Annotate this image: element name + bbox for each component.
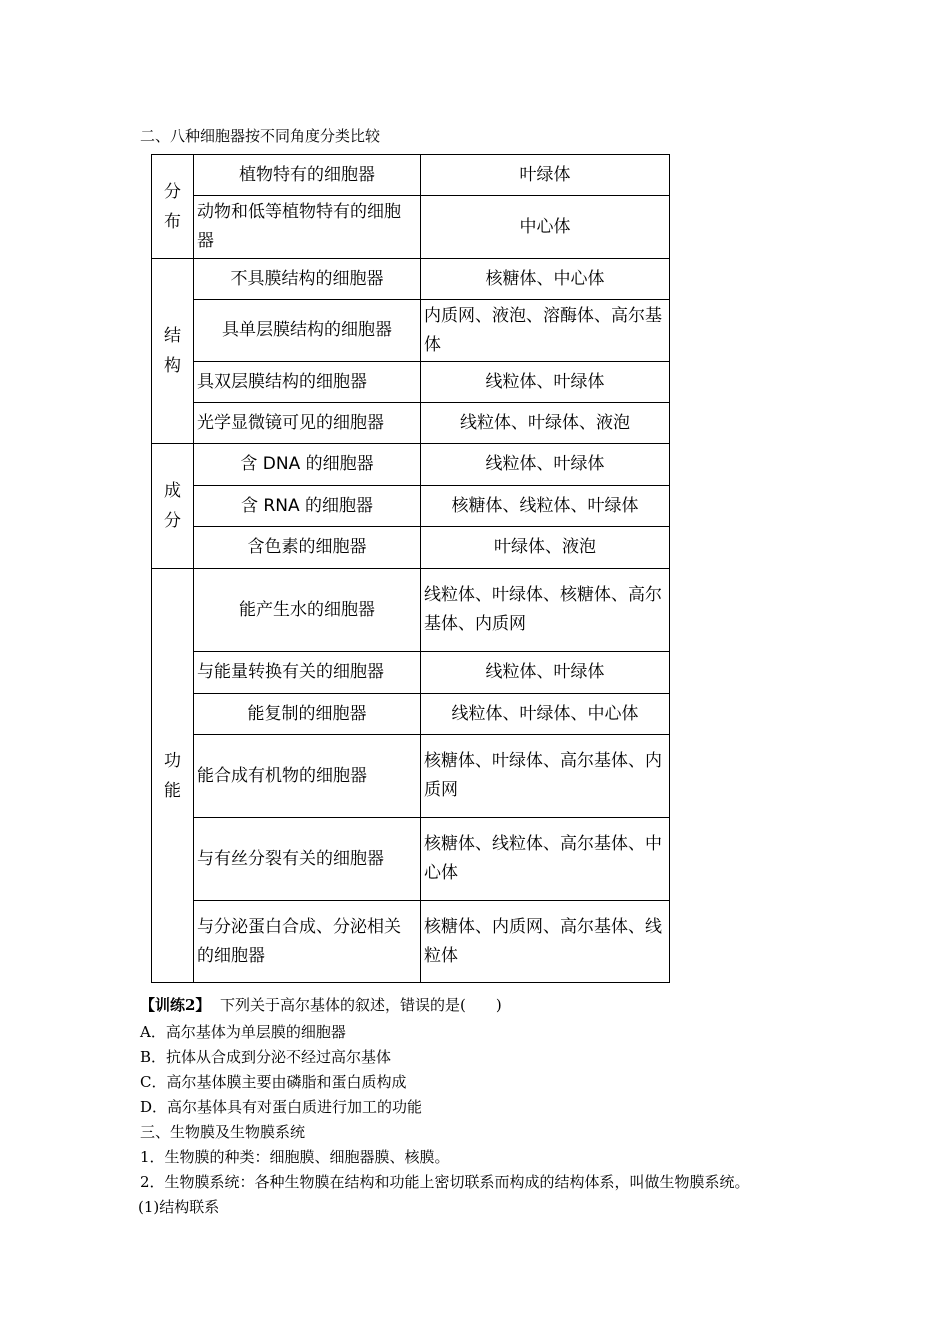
criterion-cell: 光学显微镜可见的细胞器	[194, 403, 421, 444]
criterion-cell: 含色素的细胞器	[194, 527, 421, 569]
table-row	[152, 300, 670, 362]
point-1: 1．生物膜的种类：细胞膜、细胞器膜、核膜。	[140, 1148, 450, 1166]
organelles-cell: 线粒体、叶绿体	[421, 362, 670, 403]
option-d: D．高尔基体具有对蛋白质进行加工的功能	[140, 1098, 423, 1116]
criterion-cell: 含 RNA 的细胞器	[194, 486, 421, 527]
organelles-cell: 线粒体、叶绿体、液泡	[421, 403, 670, 444]
criterion-cell: 与有丝分裂有关的细胞器	[194, 818, 421, 901]
criterion-cell: 与能量转换有关的细胞器	[194, 652, 421, 694]
organelles-cell: 核糖体、叶绿体、高尔基体、内质网	[421, 735, 670, 818]
criterion-cell: 植物特有的细胞器	[194, 155, 421, 196]
category-cell: 结构	[152, 259, 194, 444]
table-row	[152, 196, 670, 259]
category-cell: 分布	[152, 155, 194, 259]
table-row	[152, 901, 670, 983]
organelles-cell: 叶绿体、液泡	[421, 527, 670, 569]
exercise-question-text: 下列关于高尔基体的叙述，错误的是( )	[219, 996, 502, 1014]
criterion-cell: 与分泌蛋白合成、分泌相关的细胞器	[194, 901, 421, 983]
organelles-cell: 线粒体、叶绿体、中心体	[421, 694, 670, 735]
criterion-cell: 动物和低等植物特有的细胞器	[194, 196, 421, 259]
point-2-sub-1: (1)结构联系	[138, 1198, 220, 1216]
category-cell: 功能	[152, 569, 194, 983]
section-2-title: 二、八种细胞器按不同角度分类比较	[140, 127, 381, 145]
option-b: B．抗体从合成到分泌不经过高尔基体	[140, 1048, 392, 1066]
table-row	[152, 569, 670, 652]
criterion-cell: 含 DNA 的细胞器	[194, 444, 421, 486]
criterion-cell: 能合成有机物的细胞器	[194, 735, 421, 818]
option-c: C．高尔基体膜主要由磷脂和蛋白质构成	[140, 1073, 407, 1091]
criterion-cell: 具双层膜结构的细胞器	[194, 362, 421, 403]
organelles-cell: 叶绿体	[421, 155, 670, 196]
organelles-cell: 线粒体、叶绿体	[421, 652, 670, 694]
option-a: A．高尔基体为单层膜的细胞器	[140, 1023, 346, 1041]
criterion-cell: 能产生水的细胞器	[194, 569, 421, 652]
organelles-cell: 内质网、液泡、溶酶体、高尔基体	[421, 300, 670, 362]
table-row	[152, 527, 670, 569]
criterion-cell: 具单层膜结构的细胞器	[194, 300, 421, 362]
organelles-cell: 中心体	[421, 196, 670, 259]
organelles-cell: 核糖体、线粒体、叶绿体	[421, 486, 670, 527]
table-row	[152, 735, 670, 818]
table-row	[152, 652, 670, 694]
criterion-cell: 不具膜结构的细胞器	[194, 259, 421, 300]
table-row	[152, 486, 670, 527]
organelles-cell: 线粒体、叶绿体、核糖体、高尔基体、内质网	[421, 569, 670, 652]
table-row	[152, 155, 670, 196]
organelles-cell: 核糖体、中心体	[421, 259, 670, 300]
table-row	[152, 403, 670, 444]
organelle-classification-table	[151, 154, 670, 983]
section-3-title: 三、生物膜及生物膜系统	[140, 1123, 306, 1141]
table-row	[152, 444, 670, 486]
criterion-cell: 能复制的细胞器	[194, 694, 421, 735]
category-cell: 成分	[152, 444, 194, 569]
point-2: 2．生物膜系统：各种生物膜在结构和功能上密切联系而构成的结构体系，叫做生物膜系统。	[140, 1173, 750, 1191]
table-row	[152, 362, 670, 403]
table-row	[152, 818, 670, 901]
table-row	[152, 259, 670, 300]
organelles-cell: 核糖体、内质网、高尔基体、线粒体	[421, 901, 670, 983]
organelles-cell: 线粒体、叶绿体	[421, 444, 670, 486]
table-row	[152, 694, 670, 735]
exercise-tag: 【训练2】	[140, 996, 211, 1014]
exercise-question	[140, 995, 502, 1015]
organelles-cell: 核糖体、线粒体、高尔基体、中心体	[421, 818, 670, 901]
